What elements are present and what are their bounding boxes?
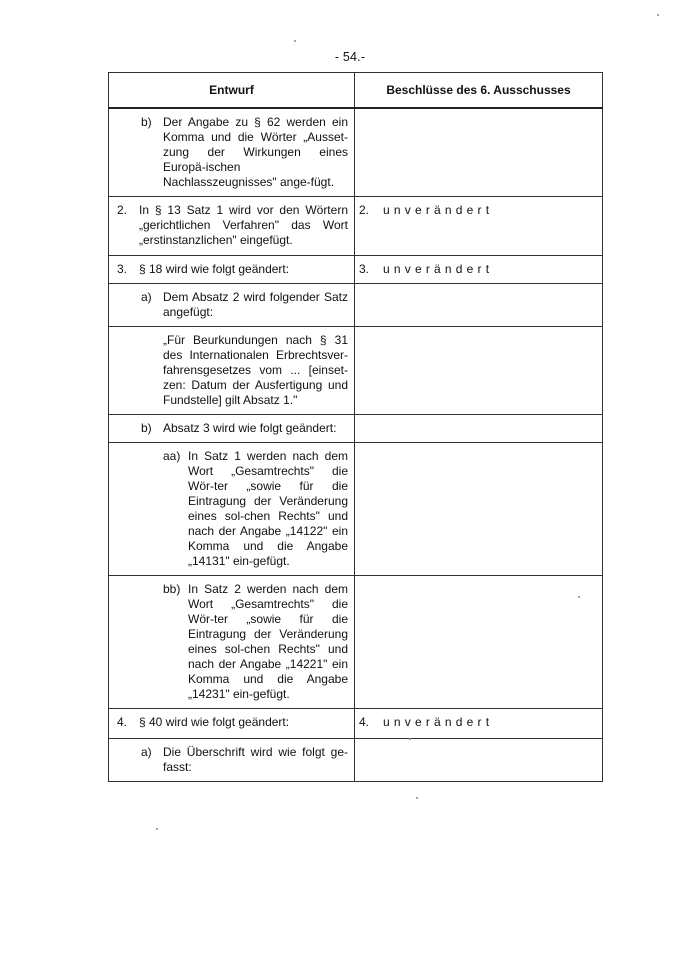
decision-number: 4.	[359, 715, 370, 729]
item-text: In Satz 1 werden nach dem Wort „Gesamtrechts" die Wör-ter „sowie für die Eintragung der Veränderung eines sol-chen Rechts" und nach der Angabe „14122" ein Komma und die Angabe „14131" ein-gefügt.	[188, 449, 348, 568]
table-row	[109, 256, 603, 284]
table-row	[109, 108, 603, 197]
item-text: Dem Absatz 2 wird folgender Satz angefügt:	[163, 290, 348, 319]
item-text: Absatz 3 wird wie folgt geändert:	[163, 421, 337, 435]
comparison-table	[108, 72, 603, 782]
scan-speck	[294, 40, 296, 42]
table-row	[109, 197, 603, 256]
item-number: b)	[141, 115, 152, 129]
decision-number: 2.	[359, 203, 370, 217]
item-number: b)	[141, 421, 152, 435]
table-row	[109, 739, 603, 782]
item-text: In Satz 2 werden nach dem Wort „Gesamtrechts" die Wör-ter „sowie für die Eintragung der Veränderung eines sol-chen Rechts" und nach der Angabe „14221" ein Komma und die Angabe „14231" ein-gefügt.	[188, 582, 348, 701]
page-number: - 54.-	[334, 50, 366, 64]
item-text: § 40 wird wie folgt geändert:	[139, 715, 290, 729]
table-row	[109, 415, 603, 443]
item-number: aa)	[163, 449, 181, 463]
table-row	[109, 443, 603, 576]
header-entwurf: Entwurf	[109, 73, 355, 109]
table-row	[109, 709, 603, 739]
item-number: 4.	[117, 715, 128, 729]
item-text: In § 13 Satz 1 wird vor den Wörtern „gerichtlichen Verfahren" das Wort „erstinstanzlichen" eingefügt.	[139, 203, 348, 247]
decision-number: 3.	[359, 262, 370, 276]
decision-text: unverändert	[383, 203, 494, 217]
item-number: bb)	[163, 582, 181, 596]
scan-speck	[578, 596, 580, 598]
decision-text: unverändert	[383, 715, 494, 729]
table-row	[109, 576, 603, 709]
item-number: a)	[141, 290, 152, 304]
table-row	[109, 327, 603, 415]
table-header-row	[109, 73, 603, 109]
item-number: 3.	[117, 262, 128, 276]
item-text: „Für Beurkundungen nach § 31 des Internationalen Erbrechtsver-fahrensgesetzes vom ... [einset-zen: Datum der Ausfertigung und Fundstelle] gilt Absatz 1."	[163, 333, 348, 407]
item-text: § 18 wird wie folgt geändert:	[139, 262, 290, 276]
item-number: 2.	[117, 203, 128, 217]
item-text: Der Angabe zu § 62 werden ein Komma und die Wörter „Ausset-zung der Wirkungen eines Europä-ischen Nachlasszeugnisses" ange-fügt.	[163, 115, 348, 189]
table-row	[109, 284, 603, 327]
header-beschluesse: Beschlüsse des 6. Ausschusses	[355, 73, 603, 109]
scan-speck	[409, 738, 411, 740]
scan-speck	[657, 14, 659, 16]
item-number: a)	[141, 745, 152, 759]
decision-text: unverändert	[383, 262, 494, 276]
item-text: Die Überschrift wird wie folgt ge-fasst:	[163, 745, 348, 774]
scan-speck	[416, 797, 418, 799]
scan-speck	[156, 828, 158, 830]
